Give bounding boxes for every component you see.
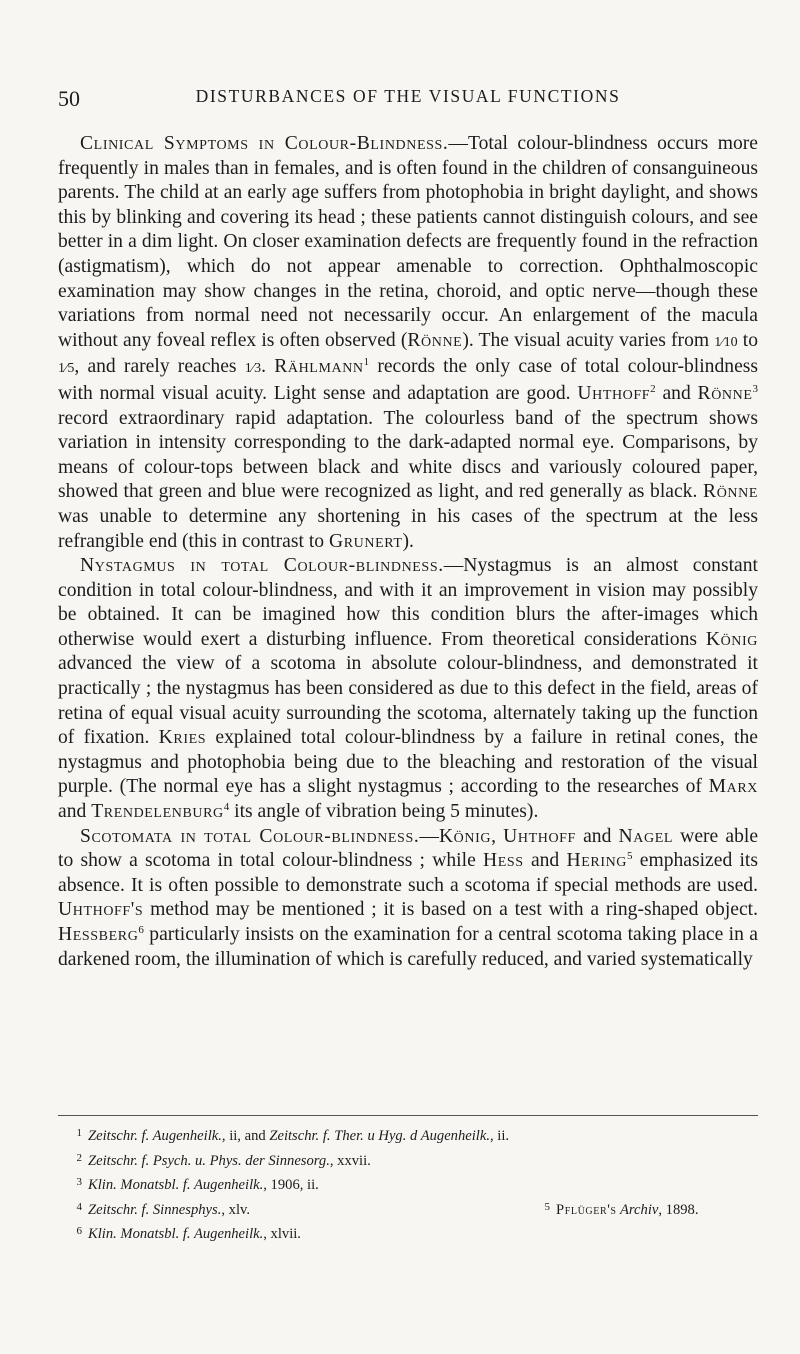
text-run: —Total colour-blindness occurs more frequently in males than in females, and is often found in the children of consanguineous parents. The child at an early age suffers from photophobia in bright daylight, and shows this by blinking and covering its head ; these patients cannot distinguish colours, and see better in a dim light. On closer examination defects are frequently found in the refraction (astigmatism), which do not appear amenable to correction. Ophthalmoscopic examination may show changes in the retina, choroid, and optic nerve—though these variations from normal need not necessarily occur. An enlargement of the macula without any foveal reflex is often observed ( [58,133,758,351]
author-name: Kries [158,727,207,749]
footnote-4 [58,1202,250,1218]
text-run: to [737,329,758,351]
fraction: 1⁄10 [714,334,738,350]
footnote-number: 1 [76,1127,82,1139]
text-run: and [575,825,619,847]
page-header [58,86,758,116]
author-name: Uhthoff's [58,899,144,921]
citation-title: Zeitschr. f. Psych. u. Phys. der Sinnesorg. [88,1152,330,1169]
footnote-4-and-5 [58,1197,758,1222]
fraction: 1⁄3 [244,361,262,377]
text-run: was unable to determine any shortening in his cases of the spectrum at the less refrangible end (this in contrast to [58,505,758,552]
text-run: advanced the view of a scotoma in absolute colour-blindness, and demonstrated it practically ; the nystagmus has been considered as due to this defect in the field, areas of retina of equal visual acuity surrounding the scotoma, alternately taking up the function of fixation. [58,653,758,749]
footnote-5 [526,1197,699,1222]
citation-title: Zeitschr. f. Ther. u Hyg. d Augenheilk. [269,1128,490,1144]
text-run: and [58,801,92,823]
citation-title: Zeitschr. f. Augenheilk. [88,1128,222,1144]
text-run: , [491,825,504,847]
author-name: Marx [708,776,758,798]
paragraph-scotomata [58,825,758,973]
citation-text: , xlv. [221,1201,251,1218]
citation-author: Pflüger's [556,1201,617,1218]
citation-text: , ii, and [221,1128,270,1144]
citation-text: , xxvii. [329,1152,371,1169]
citation-title: Archiv [616,1201,659,1218]
section-heading: Clinical Symptoms in Colour-Blindness. [80,133,449,154]
citation-text: , ii. [490,1128,510,1144]
text-run: ). [402,530,414,552]
author-name: Uhthoff [577,382,651,404]
footnote-3 [58,1172,758,1197]
citation-title: Klin. Monatsbl. f. Augenheilk. [88,1177,264,1193]
footnote-number: 3 [76,1176,82,1188]
footnote-6 [58,1221,758,1246]
footnote-ref: 4 [223,801,230,814]
author-name: Hessberg [58,924,139,945]
footnote-ref: 1 [363,356,370,369]
author-name: Hering [566,850,628,872]
body-text [58,132,758,972]
paragraph-nystagmus [58,554,758,825]
citation-text: , 1906, ii. [263,1177,319,1193]
text-run: . [261,356,275,378]
author-name: Uhthoff [503,825,576,847]
text-run: —Nystagmus is an almost constant condition in total colour-blindness, and with it an improvement in vision may possibly be obtained. It can be imagined how this condition blurs the after-images which otherwise would exert a disturbing influence. From theoretical considerations [58,555,758,650]
text-run: record extraordinary rapid adaptation. The colourless band of the spectrum shows variation in intensity corresponding to the dark-adapted normal eye. Comparisons, by means of colour-tops between black and white discs and variously coloured paper, showed that green and blue were recognized as light, and red generally as black. [58,407,758,503]
footnote-divider [58,1115,758,1116]
paragraph-clinical-symptoms [58,132,758,554]
footnote-ref: 5 [627,850,633,863]
text-run: ). The visual acuity varies from [462,329,715,351]
running-title: DISTURBANCES OF THE VISUAL FUNCTIONS [195,86,621,106]
citation-title: Klin. Monatsbl. f. Augenheilk. [88,1226,264,1242]
author-name: Trendelenburg [91,801,224,823]
section-heading: Scotomata in total Colour-blindness. [80,825,420,847]
text-run: method may be mentioned ; it is based on a test with a ring-shaped object. [143,899,758,921]
author-name: Grunert [328,530,403,552]
author-name: Rählmann [274,356,364,378]
fraction: 1⁄5 [58,361,75,377]
footnote-2 [58,1148,758,1173]
text-run: explained total colour-blindness by a failure in retinal cones, the nystagmus and photophobia being due to the bleaching and restoration of the visual purple. (The normal eye has a slight nystagmus ; according to the researches of [58,727,758,798]
author-name: König [705,628,758,650]
citation-text: , 1898. [658,1201,699,1218]
author-name: Rönne [703,481,758,503]
footnote-ref: 2 [650,382,656,395]
author-name: König [438,825,492,847]
author-name: Nagel [618,825,674,847]
section-heading: Nystagmus in total Colour-blindness. [80,555,444,577]
author-name: Hess [483,850,524,872]
text-run: , and rarely reaches [74,356,245,378]
text-run: and [655,382,698,404]
text-run: particularly insists on the examination for a central scotoma taking place in a darkened room, the illumination of which is carefully reduced, and varied systematically [58,924,758,970]
footnote-number: 5 [544,1200,550,1213]
author-name: Rönne [697,382,753,404]
footnote-ref: 6 [138,924,144,936]
text-run: records the only case of total colour-blindness with normal visual acuity. Light sense and adaptation are good. [58,356,759,404]
author-name: Rönne [407,329,463,351]
text-run: — [419,825,439,847]
citation-title: Zeitschr. f. Sinnesphys. [88,1201,222,1218]
text-run: and [523,850,567,872]
footnote-ref: 3 [752,382,758,395]
footnote-number: 6 [76,1225,82,1237]
footnote-number: 4 [76,1200,82,1213]
footnotes [58,1123,758,1246]
footnote-1 [58,1123,758,1148]
text-run: emphasized its absence. It is often possible to demonstrate such a scotoma if special methods are used. [58,850,758,896]
footnote-number: 2 [76,1151,82,1164]
citation-text: , xlvii. [263,1226,301,1242]
page-number: 50 [58,86,80,111]
text-run: were able to show a scotoma in total colour-blindness ; while [58,825,759,872]
text-run: its angle of vibration being 5 minutes). [229,801,539,823]
